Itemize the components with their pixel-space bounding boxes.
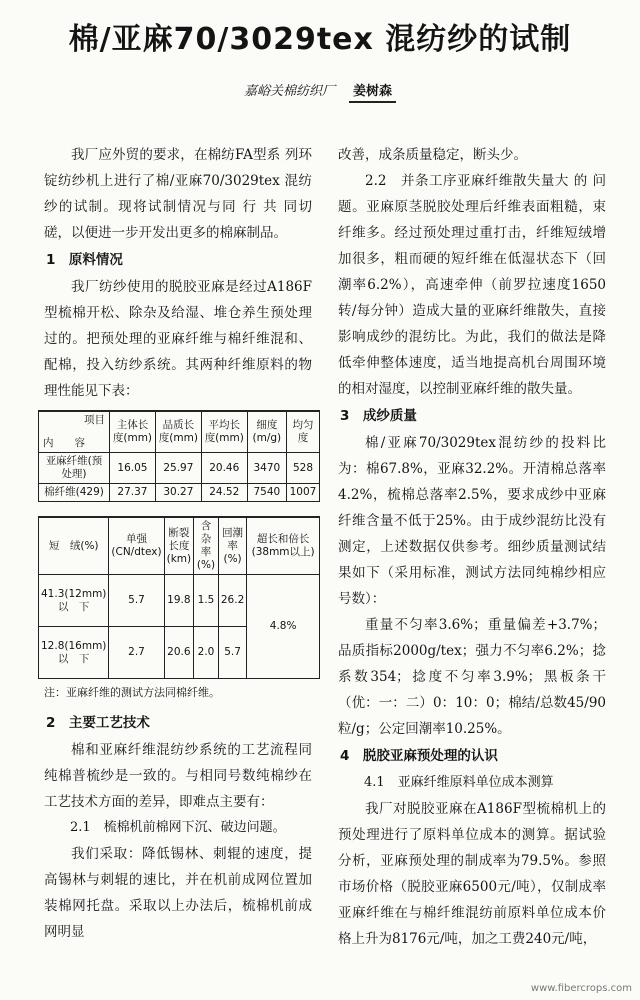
- row-label: 亚麻纤维(预处理): [39, 453, 110, 484]
- author-name: 姜树森: [349, 84, 396, 103]
- column-header: 品质长度(mm): [155, 411, 201, 453]
- right-column: [338, 142, 606, 952]
- byline: [0, 80, 640, 99]
- column-header: 超长和倍长(38mm以上): [247, 517, 320, 575]
- column-header: 均匀度: [286, 411, 319, 453]
- table-cell: 20.46: [201, 453, 247, 484]
- watermark: www.fibercrops.com: [530, 983, 632, 994]
- table-cell: 5.7: [218, 627, 246, 679]
- table-note: 注：亚麻纤维的测试方法同棉纤维。: [44, 686, 220, 699]
- fiber-properties-table: [38, 410, 317, 679]
- table-strength-impurity: [38, 516, 320, 679]
- section-heading: 3 成纱质量: [340, 408, 417, 424]
- paragraph: 棉和亚麻纤维混纺纱系统的工艺流程同纯棉普梳纱是一致的。与相同号数纯棉纱在工艺技术方面的差异，即难点主要有：: [44, 742, 312, 810]
- table-cell: 1.5: [194, 575, 219, 627]
- table-cell: 7540: [247, 484, 286, 502]
- article-title: 棉/亚麻70/3029tex 混纺纱的试制: [68, 22, 572, 57]
- table-row: [39, 484, 320, 502]
- paragraph: 2.2 并条工序亚麻纤维散失量大 的 问题。亚麻原茎脱胶处理后纤维表面粗糙，束纤维多。经过预处理过重打击，纤维短绒增加很多，粗而硬的短纤维在低湿状态下（回潮率6.2%），高速牵伸（前罗拉速度1650转/每分钟）造成大量的亚麻纤维散失，直接影响成纱的混纺比。为此，我们的做法是降低牵伸整体速度，适当地提高机台周围环境的相对湿度，以控制亚麻纤维的散失量。: [338, 173, 606, 397]
- paragraph: 我厂纺纱使用的脱胶亚麻是经过A186F型梳棉开松、除杂及给湿、堆仓养生预处理过的。把预处理的亚麻纤维与棉纤维混和、配棉，投入纺纱系统。其两种纤维原料的物理性能见下表：: [44, 279, 312, 399]
- section-heading: 1 原料情况: [46, 252, 123, 268]
- section-heading: 4 脱胶亚麻预处理的认识: [340, 748, 498, 764]
- paragraph: 我厂应外贸的要求，在棉纺FA型系 列环锭纺纱机上进行了棉/亚麻70/3029tex 混纺纱的试制。现将试制情况与同 行 共 同切磋，以便进一步开发出更多的棉麻制品。: [44, 147, 312, 241]
- subsection-heading: 2.1 梳棉机前棉网下沉、破边问题。: [70, 820, 286, 835]
- column-header: 短 绒(%): [39, 517, 109, 575]
- column-header: 平均长度(mm): [201, 411, 247, 453]
- row-label: 棉纤维(429): [39, 484, 110, 502]
- table-cell: 2.0: [194, 627, 219, 679]
- corner-label-top: 项目: [84, 414, 105, 426]
- table-cell: 20.6: [164, 627, 194, 679]
- table-cell: 25.97: [155, 453, 201, 484]
- paragraph: 我厂对脱胶亚麻在A186F型梳棉机上的预处理进行了原料单位成本的测算。据试验分析，亚麻预处理的制成率为79.5%。参照市场价格（脱胶亚麻6500元/吨），仅制成率亚麻纤维在与棉纤维混纺前原料单位成本价格上升为8176元/吨，加之工费240元/吨，: [338, 801, 606, 947]
- table-cell: 19.8: [164, 575, 194, 627]
- table-cell: 1007: [286, 484, 319, 502]
- paragraph: 我们采取：降低锡林、刺辊的速度，提高锡林与刺辊的速比，并在机前成网位置加装棉网托盘。采取以上办法后，梳棉机前成网明显: [44, 846, 312, 940]
- table-corner-header: [39, 411, 110, 453]
- table-row: [39, 575, 320, 627]
- subsection-heading: 4.1 亚麻纤维原料单位成本测算: [364, 775, 554, 790]
- column-header: 回潮率(%): [218, 517, 246, 575]
- paragraph: 改善，成条质量稳定，断头少。: [338, 147, 527, 163]
- table-row: [39, 453, 320, 484]
- left-column: [41, 142, 317, 945]
- author-organization: 嘉峪关棉纺织厂: [243, 84, 335, 99]
- column-header: 单强(CN/dtex): [109, 517, 164, 575]
- table-cell: 4.8%: [247, 575, 320, 679]
- table-cell: 30.27: [155, 484, 201, 502]
- corner-label-bottom: 内 容: [43, 437, 85, 449]
- table-cell: 2.7: [109, 627, 164, 679]
- paragraph: 重量不匀率3.6%；重量偏差+3.7%；品质指标2000g/tex；强力不匀率6.2%；捻系数354；捻度不匀率3.9%；黑板条干（优：一：二）0：10：0；棉结/总数45/90粒/g；公定回潮率10.25%。: [338, 617, 606, 737]
- table-cell: 41.3(12mm)以 下: [39, 575, 109, 627]
- paragraph: 棉/亚麻70/3029tex混纺纱的投料比为：棉67.8%，亚麻32.2%。开清棉总落率4.2%，梳棉总落率2.5%，要求成纱中亚麻纤维含量不低于25%。由于成纱混纺比没有测定，上述数据仅供参考。细纱质量测试结果如下（采用标准，测试方法同纯棉纱相应号数）：: [338, 435, 606, 607]
- table-cell: 26.2: [218, 575, 246, 627]
- table-cell: 3470: [247, 453, 286, 484]
- table-cell: 27.37: [110, 484, 156, 502]
- table-cell: 528: [286, 453, 319, 484]
- column-header: 主体长度(mm): [110, 411, 156, 453]
- table-cell: 16.05: [110, 453, 156, 484]
- section-heading: 2 主要工艺技术: [46, 715, 150, 731]
- table-cell: 24.52: [201, 484, 247, 502]
- table-cell: 5.7: [109, 575, 164, 627]
- column-header: 细度(m/g): [247, 411, 286, 453]
- table-cell: 12.8(16mm)以 下: [39, 627, 109, 679]
- table-length-fineness: [38, 410, 320, 502]
- column-header: 含杂率(%): [194, 517, 219, 575]
- column-header: 断裂长度(km): [164, 517, 194, 575]
